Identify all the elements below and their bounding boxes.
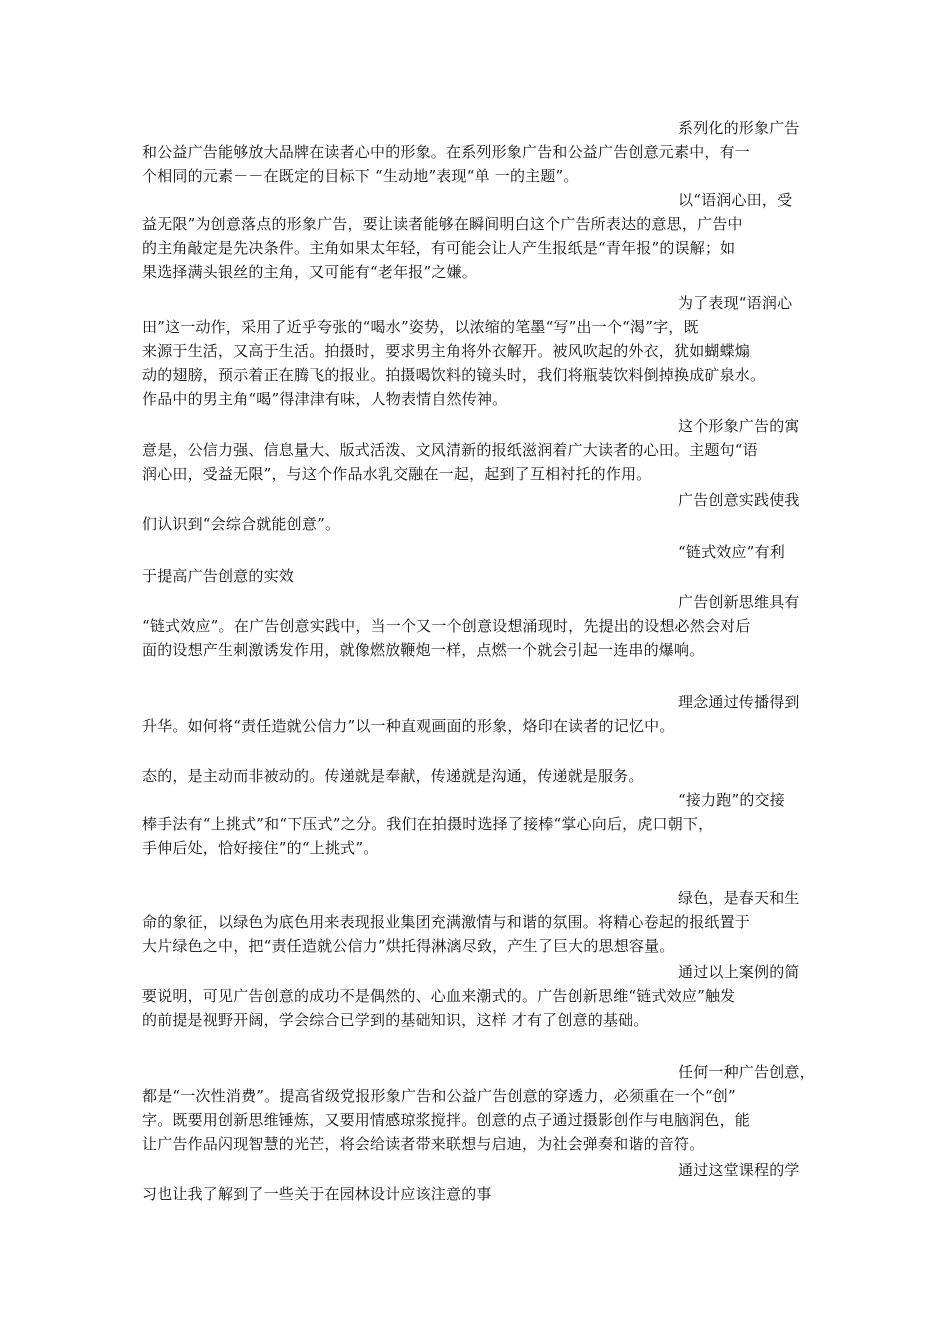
text-line: 理念通过传播得到 [678, 693, 800, 711]
text-line: 字。既要用创新思维锤炼，又要用情感琼浆搅拌。创意的点子通过摄影创作与电脑润色，能 [142, 1111, 751, 1129]
text-line: 大片绿色之中，把“责任造就公信力”烘托得淋漓尽致，产生了巨大的思想容量。 [142, 937, 675, 955]
text-line: 广告创意实践使我 [678, 491, 800, 509]
text-line: 态的，是主动而非被动的。传递就是奉献，传递就是沟通，传递就是服务。 [142, 767, 644, 785]
text-line: 升华。如何将“责任造就公信力”以一种直观画面的形象，烙印在读者的记忆中。 [142, 717, 675, 735]
text-line: 个相同的元素－－在既定的目标下 “生动地”表现“单 一的主题”。 [142, 167, 579, 185]
text-line: 以“语润心田，受 [678, 191, 793, 209]
text-line: 让广告作品闪现智慧的光芒，将会给读者带来联想与启迪，为社会弹奏和谐的音符。 [142, 1135, 705, 1153]
text-line: 棒手法有“上挑式”和“下压式”之分。我们在拍摄时选择了接棒“掌心向后，虎口朝下， [142, 815, 714, 833]
text-line: 通过以上案例的简 [678, 963, 800, 981]
text-line: 动的翅膀，预示着正在腾飞的报业。拍摄喝饮料的镜头时，我们将瓶装饮料倒掉换成矿泉水。 [142, 366, 766, 384]
text-line: 作品中的男主角“喝”得津津有味，人物表情自然传神。 [142, 390, 508, 408]
text-line: 习也让我了解到了一些关于在园林设计应该注意的事 [142, 1185, 492, 1203]
text-line: “链式效应”。在广告创意实践中，当一个又一个创意设想涌现时，先提出的设想必然会对后 [142, 617, 751, 635]
text-line: 的前提是视野开阔，学会综合已学到的基础知识，这样 才有了创意的基础。 [142, 1011, 649, 1029]
text-line: 任何一种广告创意， [678, 1063, 815, 1081]
text-line: “链式效应”有利 [678, 543, 785, 561]
text-line: 为了表现“语润心 [678, 294, 793, 312]
text-line: 润心田，受益无限”，与这个作品水乳交融在一起，起到了互相衬托的作用。 [142, 465, 652, 483]
text-line: 都是“一次性消费”。提高省级党报形象广告和公益广告创意的穿透力，必须重在一个“创” [142, 1087, 736, 1105]
text-line: 这个形象广告的寓 [678, 417, 800, 435]
text-line: 命的象征，以绿色为底色用来表现报业集团充满激情与和谐的氛围。将精心卷起的报纸置于 [142, 913, 751, 931]
text-line: 于提高广告创意的实效 [142, 567, 295, 585]
text-line: 来源于生活，又高于生活。拍摄时，要求男主角将外衣解开。被风吹起的外衣，犹如蝴蝶煽 [142, 342, 751, 360]
text-line: 果选择满头银丝的主角，又可能有“老年报”之嫌。 [142, 263, 477, 281]
text-line: 广告创新思维具有 [678, 593, 800, 611]
text-line: 田”这一动作，采用了近乎夸张的“喝水”姿势，以浓缩的笔墨“写”出一个“渴”字，既 [142, 318, 699, 336]
text-line: 面的设想产生刺激诱发作用，就像燃放鞭炮一样，点燃一个就会引起一连串的爆响。 [142, 641, 705, 659]
text-line: 手伸后处，恰好接住”的“上挑式”。 [142, 839, 379, 857]
text-line: 的主角敲定是先决条件。主角如果太年轻，有可能会让人产生报纸是“青年报”的误解；如 [142, 239, 736, 257]
text-line: 要说明，可见广告创意的成功不是偶然的、心血来潮式的。广告创新思维“链式效应”触发 [142, 987, 736, 1005]
text-line: 益无限”为创意落点的形象广告，要让读者能够在瞬间明白这个广告所表达的意思，广告中 [142, 215, 743, 233]
text-line: 系列化的形象广告 [678, 119, 800, 137]
text-line: 们认识到“会综合就能创意”。 [142, 515, 341, 533]
text-line: 意是，公信力强、信息量大、版式活泼、文风清新的报纸滋润着广大读者的心田。主题句“语 [142, 441, 758, 459]
text-line: 和公益广告能够放大品牌在读者心中的形象。在系列形象广告和公益广告创意元素中，有一 [142, 143, 751, 161]
text-line: 通过这堂课程的学 [678, 1161, 800, 1179]
text-line: “接力跑”的交接 [678, 791, 785, 809]
text-line: 绿色，是春天和生 [678, 889, 800, 907]
